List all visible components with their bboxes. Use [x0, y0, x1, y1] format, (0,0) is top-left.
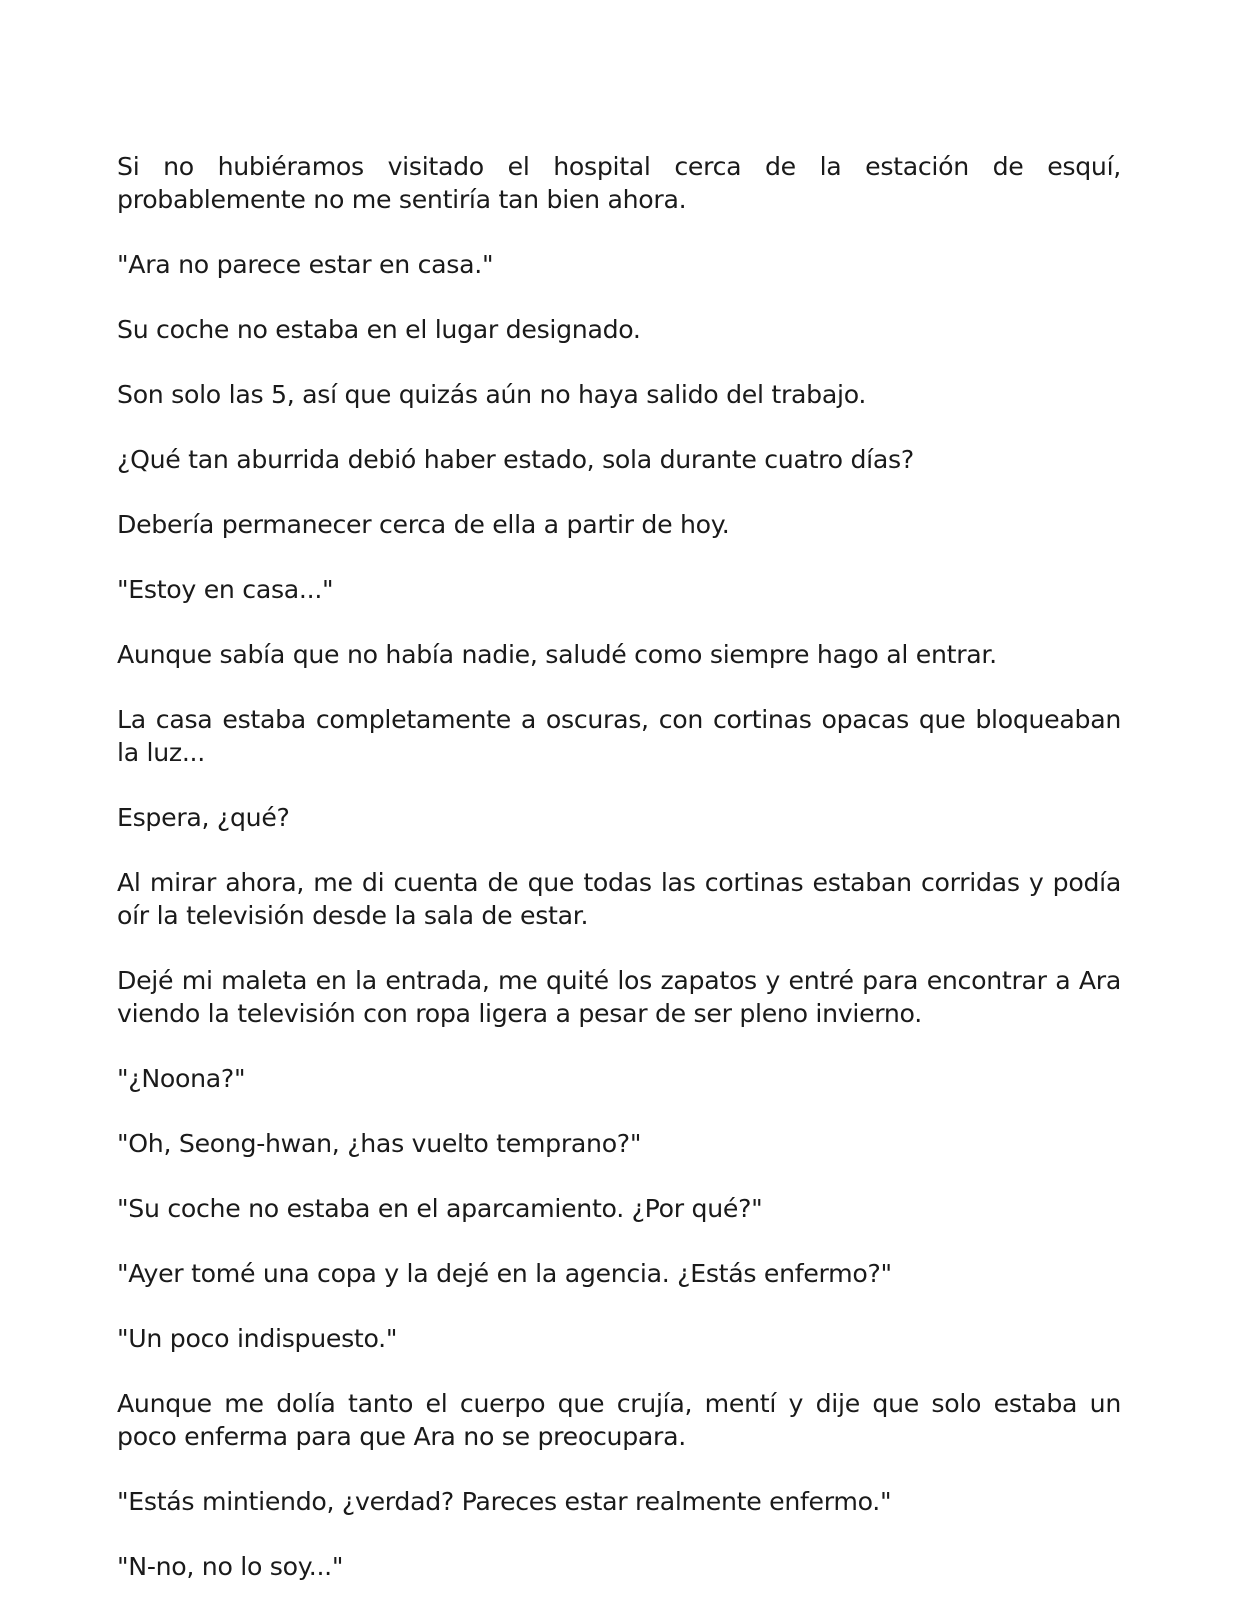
paragraph: "Ara no parece estar en casa." [117, 250, 494, 279]
paragraph: Su coche no estaba en el lugar designado. [117, 315, 641, 344]
paragraph: "Ayer tomé una copa y la dejé en la agencia. ¿Estás enfermo?" [117, 1259, 892, 1288]
paragraph: Si no hubiéramos visitado el hospital cerca de la estación de esquí, probablemente no me sentiría tan bien ahora. [117, 152, 1121, 214]
paragraph: "Estoy en casa..." [117, 575, 334, 604]
paragraph: ¿Qué tan aburrida debió haber estado, sola durante cuatro días? [117, 445, 914, 474]
paragraph: "¿Noona?" [117, 1064, 246, 1093]
document-body [117, 150, 1121, 1583]
paragraph: Aunque me dolía tanto el cuerpo que crujía, mentí y dije que solo estaba un poco enferma para que Ara no se preocupara. [117, 1389, 1121, 1451]
paragraph: Aunque sabía que no había nadie, saludé como siempre hago al entrar. [117, 640, 997, 669]
paragraph: "Estás mintiendo, ¿verdad? Pareces estar realmente enfermo." [117, 1487, 892, 1516]
paragraph: "Su coche no estaba en el aparcamiento. ¿Por qué?" [117, 1194, 763, 1223]
paragraph: Al mirar ahora, me di cuenta de que todas las cortinas estaban corridas y podía oír la televisión desde la sala de estar. [117, 868, 1121, 930]
paragraph: "N-no, no lo soy..." [117, 1552, 344, 1581]
paragraph: Espera, ¿qué? [117, 803, 290, 832]
paragraph: La casa estaba completamente a oscuras, con cortinas opacas que bloqueaban la luz... [117, 705, 1121, 767]
paragraph: "Un poco indispuesto." [117, 1324, 398, 1353]
paragraph: "Oh, Seong-hwan, ¿has vuelto temprano?" [117, 1129, 642, 1158]
paragraph: Son solo las 5, así que quizás aún no haya salido del trabajo. [117, 380, 867, 409]
paragraph: Dejé mi maleta en la entrada, me quité los zapatos y entré para encontrar a Ara viendo la televisión con ropa ligera a pesar de ser pleno invierno. [117, 966, 1121, 1028]
paragraph: Debería permanecer cerca de ella a partir de hoy. [117, 510, 730, 539]
